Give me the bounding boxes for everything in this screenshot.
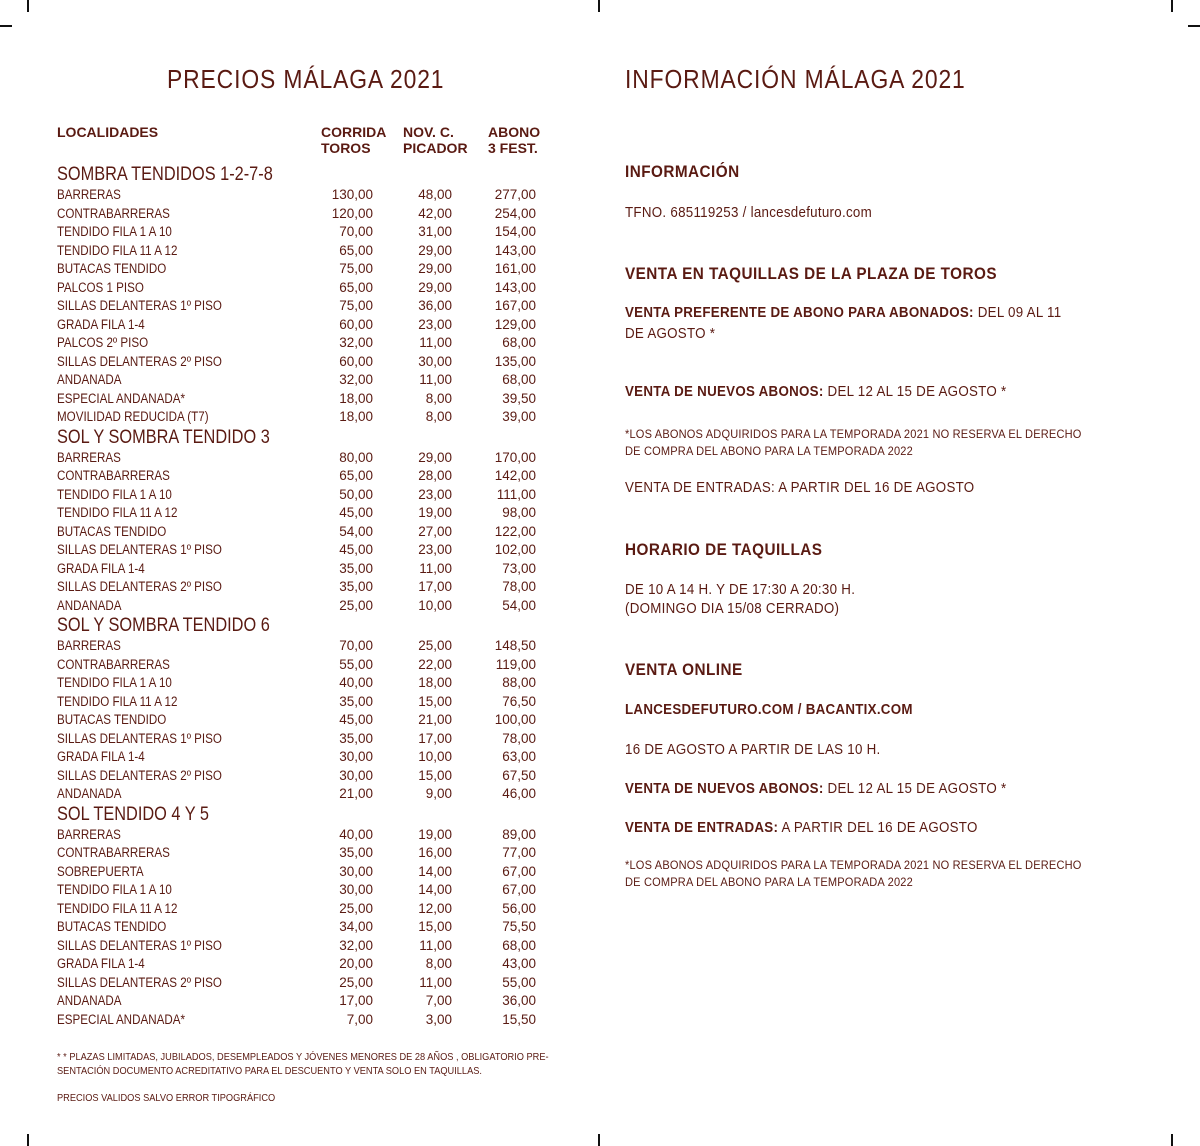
header-corrida-toros: CORRIDA TOROS [321, 124, 387, 156]
table-row [57, 467, 557, 486]
table-row [57, 279, 557, 298]
seat-name: TENDIDO FILA 11 A 12 [57, 242, 178, 258]
tickets-sale: VENTA DE ENTRADAS: A PARTIR DEL 16 DE AGOSTO [625, 480, 975, 496]
price-corrida: 45,00 [339, 542, 373, 557]
price-abono: 143,00 [494, 279, 536, 295]
price-novillada: 11,00 [419, 937, 452, 953]
price-abono: 76,50 [502, 693, 536, 709]
seat-name: TENDIDO FILA 1 A 10 [57, 882, 172, 897]
table-row [57, 656, 557, 675]
price-novillada: 29,00 [418, 242, 452, 258]
price-abono: 56,00 [502, 900, 536, 916]
price-novillada: 11,00 [419, 974, 452, 990]
price-abono: 148,50 [494, 638, 536, 653]
table-row [57, 955, 557, 974]
table-row [57, 560, 557, 579]
info-heading: INFORMACIÓN [625, 162, 740, 181]
price-corrida: 65,00 [339, 468, 373, 483]
price-novillada: 14,00 [418, 863, 452, 879]
online-note-line2: DE COMPRA DEL ABONO PARA LA TEMPORADA 2022 [625, 875, 913, 889]
price-abono: 68,00 [502, 335, 536, 350]
table-row [57, 205, 557, 224]
price-corrida: 7,00 [346, 1011, 373, 1027]
prices-title: PRECIOS MÁLAGA 2021 [167, 64, 445, 94]
price-abono: 46,00 [502, 786, 536, 801]
table-row [57, 186, 557, 205]
price-novillada: 48,00 [418, 187, 452, 202]
seat-name: SILLAS DELANTERAS 1º PISO [57, 298, 222, 313]
price-corrida: 32,00 [339, 335, 373, 350]
preferential-sale-cont: DE AGOSTO * [625, 326, 716, 342]
price-abono: 67,50 [502, 767, 536, 783]
phone-contact: TFNO. 685119253 / lancesdefuturo.com [625, 205, 872, 221]
price-corrida: 54,00 [339, 523, 373, 539]
price-corrida: 65,00 [339, 242, 373, 258]
price-abono: 167,00 [494, 298, 536, 313]
price-novillada: 16,00 [418, 845, 452, 860]
table-row [57, 223, 557, 242]
seat-name: BUTACAS TENDIDO [57, 523, 167, 539]
price-abono: 63,00 [502, 749, 536, 764]
table-row [57, 334, 557, 353]
subscription-note-line1: *LOS ABONOS ADQUIRIDOS PARA LA TEMPORADA 2021 NO RESERVA EL DERECHO [625, 427, 1082, 441]
table-row [57, 260, 557, 279]
seat-name: PALCOS 2º PISO [57, 335, 149, 350]
table-row [57, 844, 557, 863]
price-abono: 102,00 [494, 542, 536, 557]
section-heading: SOL TENDIDO 4 Y 5 [57, 803, 209, 825]
price-novillada: 27,00 [418, 523, 452, 539]
table-row [57, 242, 557, 261]
price-abono: 135,00 [494, 353, 536, 369]
preferential-sale [625, 303, 1061, 324]
price-novillada: 8,00 [425, 390, 452, 406]
price-novillada: 28,00 [418, 468, 452, 483]
price-corrida: 35,00 [339, 730, 373, 746]
price-corrida: 75,00 [339, 298, 373, 313]
table-row [57, 863, 557, 882]
table-row [57, 449, 557, 468]
price-abono: 39,00 [502, 409, 536, 424]
online-tickets-value: A PARTIR DEL 16 DE AGOSTO [778, 820, 978, 836]
section-heading: SOL Y SOMBRA TENDIDO 6 [57, 615, 270, 636]
seat-name: GRADA FILA 1-4 [57, 956, 145, 971]
price-novillada: 21,00 [418, 712, 452, 727]
price-novillada: 8,00 [425, 956, 452, 971]
price-corrida: 17,00 [339, 993, 373, 1008]
table-row [57, 918, 557, 937]
online-note-line1: *LOS ABONOS ADQUIRIDOS PARA LA TEMPORADA 2021 NO RESERVA EL DERECHO [625, 858, 1082, 872]
seat-name: GRADA FILA 1-4 [57, 560, 145, 576]
price-abono: 67,00 [502, 863, 536, 879]
seat-name: SILLAS DELANTERAS 2º PISO [57, 767, 222, 783]
table-row [57, 316, 557, 335]
table-row [57, 693, 557, 712]
price-novillada: 19,00 [418, 826, 452, 842]
seat-name: ESPECIAL ANDANADA* [57, 1011, 185, 1027]
price-abono: 73,00 [502, 560, 536, 576]
price-corrida: 45,00 [339, 505, 373, 520]
price-novillada: 3,00 [425, 1011, 452, 1027]
online-new-subscriptions [625, 779, 1006, 800]
price-corrida: 130,00 [331, 187, 373, 202]
price-corrida: 21,00 [339, 786, 373, 801]
price-novillada: 11,00 [419, 335, 452, 350]
price-abono: 68,00 [502, 937, 536, 953]
price-novillada: 29,00 [418, 279, 452, 295]
price-corrida: 35,00 [339, 845, 373, 860]
price-abono: 154,00 [494, 224, 536, 239]
price-novillada: 17,00 [418, 579, 452, 594]
price-corrida: 45,00 [339, 712, 373, 727]
online-tickets [625, 818, 978, 839]
seat-name: SOBREPUERTA [57, 863, 144, 879]
price-novillada: 8,00 [425, 409, 452, 424]
price-novillada: 19,00 [418, 505, 452, 520]
price-novillada: 42,00 [418, 205, 452, 221]
table-row [57, 881, 557, 900]
price-corrida: 70,00 [339, 224, 373, 239]
price-abono: 78,00 [502, 579, 536, 594]
price-novillada: 7,00 [425, 993, 452, 1008]
price-corrida: 120,00 [331, 205, 373, 221]
price-corrida: 60,00 [339, 353, 373, 369]
crop-mark [598, 0, 600, 12]
table-row [57, 597, 557, 616]
seat-name: TENDIDO FILA 11 A 12 [57, 505, 178, 520]
price-abono: 142,00 [494, 468, 536, 483]
price-novillada: 18,00 [418, 675, 452, 690]
price-abono: 36,00 [502, 993, 536, 1008]
crop-mark [27, 0, 29, 12]
subscription-note-line2: DE COMPRA DEL ABONO PARA LA TEMPORADA 2022 [625, 444, 913, 458]
table-row [57, 785, 557, 804]
price-corrida: 30,00 [339, 863, 373, 879]
online-tickets-label: VENTA DE ENTRADAS: [625, 820, 779, 836]
price-corrida: 34,00 [339, 919, 373, 934]
seat-name: SILLAS DELANTERAS 2º PISO [57, 353, 222, 369]
price-novillada: 9,00 [425, 786, 452, 801]
table-row [57, 523, 557, 542]
price-corrida: 30,00 [339, 882, 373, 897]
table-row [57, 900, 557, 919]
price-abono: 277,00 [494, 187, 536, 202]
price-novillada: 23,00 [418, 316, 452, 332]
price-novillada: 11,00 [419, 560, 452, 576]
price-abono: 68,00 [502, 372, 536, 387]
online-heading: VENTA ONLINE [625, 660, 743, 679]
price-abono: 170,00 [494, 449, 536, 465]
price-corrida: 30,00 [339, 749, 373, 764]
seat-name: BARRERAS [57, 187, 121, 202]
price-abono: 254,00 [494, 205, 536, 221]
price-abono: 98,00 [502, 505, 536, 520]
table-row [57, 390, 557, 409]
seat-name: CONTRABARRERAS [57, 205, 170, 221]
preferential-label: VENTA PREFERENTE DE ABONO PARA ABONADOS: [625, 305, 974, 321]
table-row [57, 637, 557, 656]
table-row [57, 937, 557, 956]
online-new-label: VENTA DE NUEVOS ABONOS: [625, 781, 824, 797]
price-abono: 75,50 [502, 919, 536, 934]
price-novillada: 23,00 [418, 486, 452, 502]
seat-name: TENDIDO FILA 11 A 12 [57, 900, 178, 916]
table-row [57, 504, 557, 523]
price-novillada: 23,00 [418, 542, 452, 557]
price-novillada: 29,00 [418, 261, 452, 276]
section-heading: SOL Y SOMBRA TENDIDO 3 [57, 426, 270, 448]
table-row [57, 297, 557, 316]
price-abono: 54,00 [502, 597, 536, 613]
price-abono: 161,00 [494, 261, 536, 276]
seat-name: ESPECIAL ANDANADA* [57, 390, 185, 406]
crop-mark [598, 1134, 600, 1146]
table-row [57, 353, 557, 372]
seat-name: SILLAS DELANTERAS 1º PISO [57, 730, 222, 746]
new-subscriptions-label: VENTA DE NUEVOS ABONOS: [625, 384, 824, 400]
hours-line2: (DOMINGO DIA 15/08 CERRADO) [625, 601, 840, 617]
price-abono: 122,00 [494, 523, 536, 539]
info-title: INFORMACIÓN MÁLAGA 2021 [625, 64, 966, 94]
price-novillada: 15,00 [418, 693, 452, 709]
seat-name: BUTACAS TENDIDO [57, 712, 167, 727]
price-corrida: 70,00 [339, 638, 373, 653]
price-corrida: 25,00 [339, 974, 373, 990]
table-row [57, 1011, 557, 1030]
online-new-value: DEL 12 AL 15 DE AGOSTO * [823, 781, 1007, 797]
price-abono: 111,00 [496, 486, 536, 502]
seat-name: BUTACAS TENDIDO [57, 261, 167, 276]
section-heading: SOMBRA TENDIDOS 1-2-7-8 [57, 164, 273, 185]
box-office-heading: VENTA EN TAQUILLAS DE LA PLAZA DE TOROS [625, 264, 998, 283]
table-row [57, 578, 557, 597]
table-row [57, 826, 557, 845]
price-corrida: 30,00 [339, 767, 373, 783]
price-corrida: 32,00 [339, 372, 373, 387]
table-row [57, 371, 557, 390]
hours-line1: DE 10 A 14 H. Y DE 17:30 A 20:30 H. [625, 582, 856, 598]
price-corrida: 25,00 [339, 597, 373, 613]
table-row [57, 730, 557, 749]
new-subscriptions [625, 382, 1006, 403]
seat-name: GRADA FILA 1-4 [57, 316, 145, 332]
seat-name: SILLAS DELANTERAS 2º PISO [57, 579, 222, 594]
seat-name: BARRERAS [57, 826, 121, 842]
price-abono: 43,00 [502, 956, 536, 971]
price-corrida: 35,00 [339, 560, 373, 576]
seat-name: CONTRABARRERAS [57, 845, 170, 860]
price-abono: 77,00 [502, 845, 536, 860]
price-novillada: 17,00 [418, 730, 452, 746]
price-corrida: 32,00 [339, 937, 373, 953]
crop-mark [1188, 25, 1200, 27]
seat-name: ANDANADA [57, 993, 122, 1008]
price-abono: 89,00 [502, 826, 536, 842]
table-row [57, 711, 557, 730]
prices-table [57, 124, 557, 1029]
seat-name: ANDANADA [57, 786, 122, 801]
price-corrida: 35,00 [339, 579, 373, 594]
table-row [57, 674, 557, 693]
price-corrida: 40,00 [339, 675, 373, 690]
crop-mark [1171, 0, 1173, 12]
price-abono: 100,00 [494, 712, 536, 727]
price-novillada: 15,00 [418, 767, 452, 783]
seat-name: GRADA FILA 1-4 [57, 749, 145, 764]
seat-name: BUTACAS TENDIDO [57, 919, 167, 934]
price-abono: 143,00 [494, 242, 536, 258]
price-corrida: 50,00 [339, 486, 373, 502]
seat-name: CONTRABARRERAS [57, 656, 170, 672]
table-row [57, 408, 557, 427]
seat-name: TENDIDO FILA 11 A 12 [57, 693, 178, 709]
crop-mark [1171, 1134, 1173, 1146]
price-abono: 67,00 [502, 882, 536, 897]
table-header [57, 124, 557, 164]
footnote-line1: * * PLAZAS LIMITADAS, JUBILADOS, DESEMPLEADOS Y JÓVENES MENORES DE 28 AÑOS , OBLIGATORIO PRE- [57, 1051, 549, 1063]
seat-name: BARRERAS [57, 449, 121, 465]
header-abono: ABONO 3 FEST. [488, 124, 541, 156]
price-abono: 78,00 [502, 730, 536, 746]
price-corrida: 35,00 [339, 693, 373, 709]
header-nov-picador: NOV. C. PICADOR [403, 124, 468, 156]
price-novillada: 12,00 [418, 900, 452, 916]
price-corrida: 40,00 [339, 826, 373, 842]
price-corrida: 25,00 [339, 900, 373, 916]
seat-name: SILLAS DELANTERAS 1º PISO [57, 937, 222, 953]
new-subscriptions-value: DEL 12 AL 15 DE AGOSTO * [823, 384, 1007, 400]
price-corrida: 20,00 [339, 956, 373, 971]
price-abono: 15,50 [502, 1011, 536, 1027]
price-abono: 39,50 [502, 390, 536, 406]
price-abono: 55,00 [502, 974, 536, 990]
seat-name: MOVILIDAD REDUCIDA (T7) [57, 409, 209, 424]
price-corrida: 60,00 [339, 316, 373, 332]
seat-name: ANDANADA [57, 372, 122, 387]
preferential-value: DEL 09 AL 11 [973, 305, 1062, 321]
seat-name: BARRERAS [57, 638, 121, 653]
table-row [57, 992, 557, 1011]
online-date: 16 DE AGOSTO A PARTIR DE LAS 10 H. [625, 742, 881, 758]
table-row [57, 748, 557, 767]
price-novillada: 31,00 [418, 224, 452, 239]
price-abono: 129,00 [494, 316, 536, 332]
price-novillada: 10,00 [418, 749, 452, 764]
seat-name: SILLAS DELANTERAS 1º PISO [57, 542, 222, 557]
hours-heading: HORARIO DE TAQUILLAS [625, 540, 823, 559]
price-novillada: 25,00 [418, 638, 452, 653]
table-row [57, 541, 557, 560]
header-localidades: LOCALIDADES [57, 124, 159, 140]
table-row [57, 974, 557, 993]
price-novillada: 29,00 [418, 449, 452, 465]
price-corrida: 65,00 [339, 279, 373, 295]
price-corrida: 55,00 [339, 656, 373, 672]
price-corrida: 18,00 [339, 390, 373, 406]
price-sections [57, 164, 557, 1029]
price-corrida: 75,00 [339, 261, 373, 276]
seat-name: TENDIDO FILA 1 A 10 [57, 224, 172, 239]
online-sites: LANCESDEFUTURO.COM / BACANTIX.COM [625, 702, 913, 718]
seat-name: TENDIDO FILA 1 A 10 [57, 486, 172, 502]
price-novillada: 14,00 [418, 882, 452, 897]
price-novillada: 10,00 [418, 597, 452, 613]
price-corrida: 18,00 [339, 409, 373, 424]
price-novillada: 22,00 [418, 656, 452, 672]
price-corrida: 80,00 [339, 449, 373, 465]
price-abono: 88,00 [502, 675, 536, 690]
table-row [57, 486, 557, 505]
seat-name: SILLAS DELANTERAS 2º PISO [57, 974, 222, 990]
seat-name: CONTRABARRERAS [57, 468, 170, 483]
crop-mark [27, 1134, 29, 1146]
validity-note: PRECIOS VALIDOS SALVO ERROR TIPOGRÁFICO [57, 1092, 276, 1104]
price-novillada: 30,00 [418, 353, 452, 369]
price-abono: 119,00 [495, 656, 536, 672]
footnote-line2: SENTACIÓN DOCUMENTO ACREDITATIVO PARA EL DESCUENTO Y VENTA SOLO EN TAQUILLAS. [57, 1065, 482, 1077]
crop-mark [0, 25, 12, 27]
price-novillada: 11,00 [419, 372, 452, 387]
price-novillada: 36,00 [418, 298, 452, 313]
seat-name: ANDANADA [57, 597, 122, 613]
table-row [57, 767, 557, 786]
price-novillada: 15,00 [418, 919, 452, 934]
seat-name: TENDIDO FILA 1 A 10 [57, 675, 172, 690]
seat-name: PALCOS 1 PISO [57, 279, 144, 295]
